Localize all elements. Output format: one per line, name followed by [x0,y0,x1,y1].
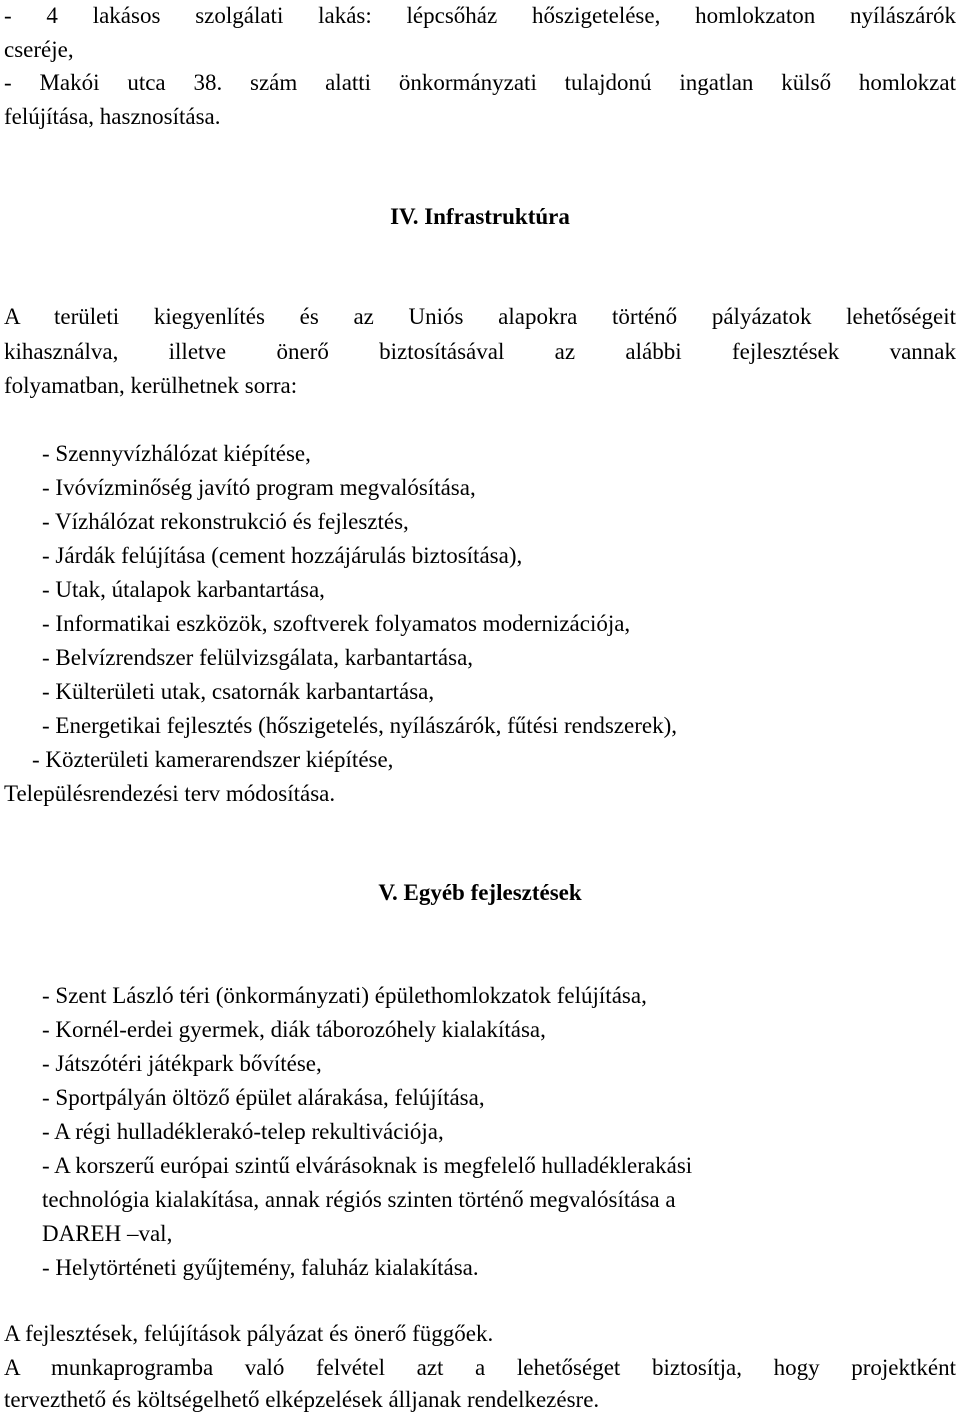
list-item: - Belvízrendszer felülvizsgálata, karbantartása, [42,645,474,670]
intro-line-2: cseréje, [4,37,74,62]
section-4-para-line-1: A területi kiegyenlítés és az Uniós alapokra történő pályázatok lehetőségeit [4,304,956,329]
section-4-para-line-3: folyamatban, kerülhetnek sorra: [4,373,298,398]
intro-line-1: - 4 lakásos szolgálati lakás: lépcsőház hőszigetelése, homlokzaton nyílászárók [4,3,956,28]
list-item: - Sportpályán öltöző épület alárakása, felújítása, [42,1085,485,1110]
closing-line-2: A munkaprogramba való felvétel azt a lehetőséget biztosítja, hogy projektként [4,1355,956,1380]
list-item: - Járdák felújítása (cement hozzájárulás biztosítása), [42,543,523,568]
list-item: - Közterületi kamerarendszer kiépítése, [32,747,394,772]
list-item: - A régi hulladéklerakó-telep rekultivációja, [42,1119,444,1144]
list-item: - A korszerű európai szintű elvárásoknak is megfelelő hulladéklerakási [42,1153,693,1178]
list-item-continued: technológia kialakítása, annak régiós szinten történő megvalósítása a [42,1187,676,1212]
list-item: - Ivóvízminőség javító program megvalósítása, [42,475,476,500]
list-item: - Kornél-erdei gyermek, diák táborozóhely kialakítása, [42,1017,546,1042]
list-item: - Energetikai fejlesztés (hőszigetelés, nyílászárók, fűtési rendszerek), [42,713,678,738]
section-4-para-line-2: kihasználva, illetve önerő biztosításával az alábbi fejlesztések vannak [4,339,956,364]
list-item: - Vízhálózat rekonstrukció és fejlesztés, [42,509,409,534]
intro-line-4: felújítása, hasznosítása. [4,104,221,129]
intro-line-3: - Makói utca 38. szám alatti önkormányzati tulajdonú ingatlan külső homlokzat [4,70,956,95]
closing-line-3: tervezthető és költségelhető elképzelések álljanak rendelkezésre. [4,1387,600,1412]
section-5-heading: V. Egyéb fejlesztések [378,880,582,905]
list-item: - Külterületi utak, csatornák karbantartása, [42,679,435,704]
list-item: - Szennyvízhálózat kiépítése, [42,441,311,466]
section-4-last-line: Településrendezési terv módosítása. [4,781,336,806]
list-item: - Szent László téri (önkormányzati) épülethomlokzatok felújítása, [42,983,647,1008]
closing-line-1: A fejlesztések, felújítások pályázat és önerő függőek. [4,1321,494,1346]
list-item-continued: DAREH –val, [42,1221,173,1246]
list-item: - Játszótéri játékpark bővítése, [42,1051,322,1076]
list-item: - Informatikai eszközök, szoftverek folyamatos modernizációja, [42,611,631,636]
list-item: - Utak, útalapok karbantartása, [42,577,325,602]
list-item: - Helytörténeti gyűjtemény, faluház kialakítása. [42,1255,479,1280]
section-4-heading: IV. Infrastruktúra [390,204,570,229]
